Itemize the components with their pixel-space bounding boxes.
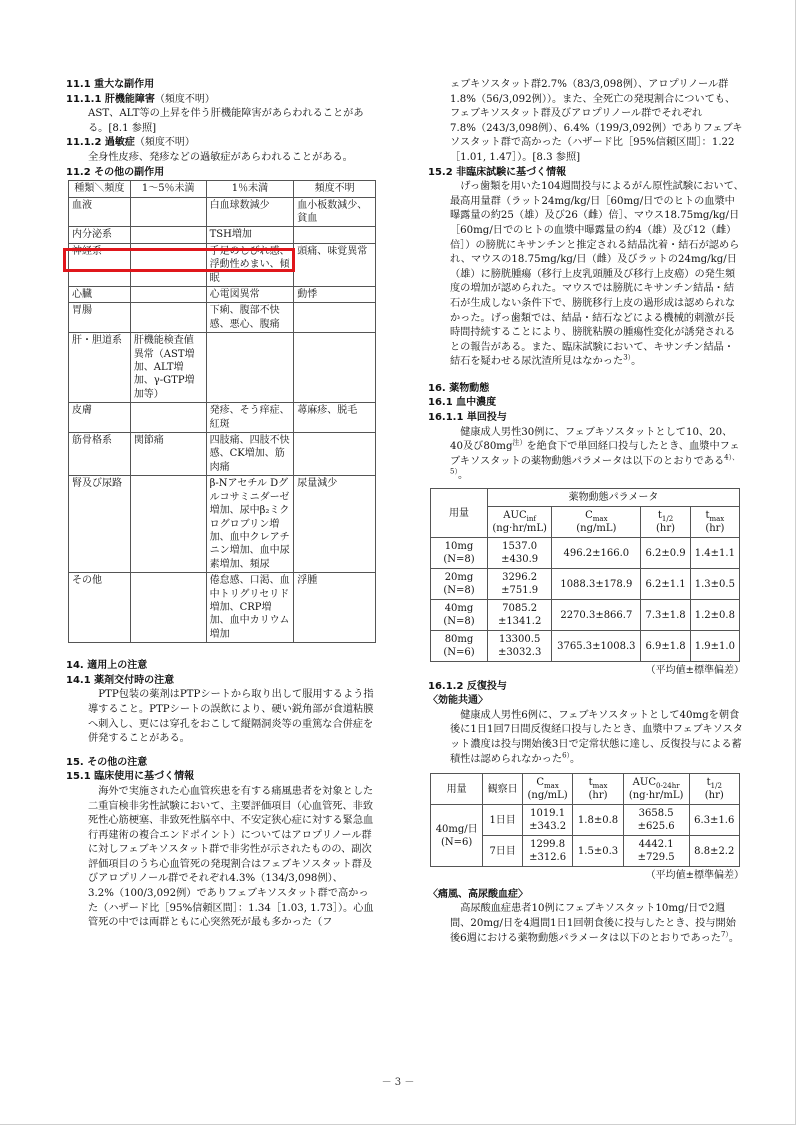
pk1-row [431, 631, 740, 662]
pk1-col-header: $AUC_{inf}$ (ng·hr/mL) [488, 507, 552, 538]
pk2-col-header: $AUC_{0-24hr}$ (ng·hr/mL) [623, 774, 689, 805]
pk1-auc-cell: 7085.2 ±1341.2 [488, 600, 552, 631]
se-cell: 下痢、腹部不快感、悪心、腹痛 [206, 303, 294, 333]
se-cell: 頭痛、味覚異常 [294, 243, 376, 286]
pk1-auc-cell: 13300.5 ±3032.3 [488, 631, 552, 662]
pk1-note: （平均値±標準偏差） [645, 665, 744, 677]
pk1-row [431, 538, 740, 569]
se-cell: 神経系 [69, 243, 131, 286]
se-row [69, 197, 376, 227]
se-header-cell: 頻度不明 [294, 181, 376, 197]
common-indication-label: 〈効能共通〉 [428, 695, 488, 707]
right-column [428, 78, 744, 946]
pk1-cmax-cell: 3765.3±1008.3 [552, 631, 641, 662]
se-row [69, 573, 376, 643]
section-14-1-heading: 14.1 薬剤交付時の注意 [66, 674, 175, 686]
pk1-col-header: $t_{max}$ (hr) [690, 507, 739, 538]
pk2-auc-cell: 3658.5 ±625.6 [623, 805, 689, 836]
se-cell [294, 227, 376, 243]
gout-label: 〈痛風、高尿酸血症〉 [428, 888, 528, 900]
section-16-1-heading: 16.1 血中濃度 [428, 397, 497, 409]
pk1-auc-cell: 3296.2 ±751.9 [488, 569, 552, 600]
se-cell: その他 [69, 573, 131, 643]
pk1-col-header: $C_{max}$ (ng/mL) [552, 507, 641, 538]
pk2-dose-cell: 40mg/日 (N=6) [431, 805, 483, 867]
pk2-cmax-cell: 1019.1 ±343.2 [522, 805, 572, 836]
section-14-heading: 14. 適用上の注意 [66, 660, 148, 672]
se-cell [206, 333, 294, 403]
se-cell: 内分泌系 [69, 227, 131, 243]
se-cell: β-Nアセチル Dグルコサミニダーゼ増加、尿中β₂ミクログロブリン増加、血中クレアチニン増加、血中尿素増加、頻尿 [206, 476, 294, 573]
se-cell [130, 287, 206, 303]
pk1-dose-cell: 80mg (N=6) [431, 631, 488, 662]
se-cell [294, 303, 376, 333]
se-row [69, 227, 376, 243]
pk2-auc-cell: 4442.1 ±729.5 [623, 836, 689, 867]
se-cell: 浮腫 [294, 573, 376, 643]
pk1-thalf-cell: 7.3±1.8 [641, 600, 690, 631]
pk2-tmax-cell: 1.8±0.8 [573, 805, 623, 836]
se-cell: 白血球数減少 [206, 197, 294, 227]
section-11-2-heading: 11.2 その他の副作用 [66, 166, 165, 178]
section-15-1-heading: 15.1 臨床使用に基づく情報 [66, 771, 195, 783]
section-15-1-text: 海外で実施された心血管疾患を有する痛風患者を対象とした二重盲検非劣性試験において、主要評価項目（心血管死、非致死性心筋梗塞、非致死性脳卒中、不安定狭心症に対する緊急血行再建術の複合エンドポイント）についてはアロプリノール群に対しフェブキソスタット群で非劣性が示されたものの、副次評価項目のうち心血管死の発現割合はフェブキソスタット群及びアロプリノール群でそれぞれ4.3%（134/3,098例）、3.2%（100/3,092例）でありフェブキソスタット群で高かった（ハザード比［95%信頼区間］：1.34［1.03, 1.73］）。心血管死の中では両群ともに心突然死が最も多かった（フ [88, 785, 374, 929]
section-16-gout-text: 高尿酸血症患者10例にフェブキソスタット10mg/日で2週間、20mg/日を4週間1日1回朝食後に投与したとき、投与開始後6週における薬物動態パラメータは以下のとおりであった$^{7)}$。 [450, 903, 740, 944]
se-cell [130, 303, 206, 333]
pk2-day-cell: 7日目 [483, 836, 523, 867]
se-cell: 皮膚 [69, 403, 131, 433]
section-16-1-1-heading: 16.1.1 単回投与 [428, 412, 507, 424]
pk2-col-header: $t_{1/2}$ (hr) [689, 774, 739, 805]
hypersensitivity-text: 全身性皮疹、発疹などの過敏症があらわれることがある。 [88, 151, 353, 163]
section-16-1-1-text: 健康成人男性30例に、フェブキソスタットとして10、20、40及び$80mg^{注)}$を絶食下で単回経口投与したとき、血漿中フェブキソスタットの薬物動態パラメータは以下のとおりである$^{4)、5)}$。 [450, 426, 740, 482]
pk2-thalf-cell: 8.8±2.2 [689, 836, 739, 867]
se-header-cell: 1％未満 [206, 181, 294, 197]
hypersensitivity-heading: 11.1.2 過敏症（頻度不明） [66, 137, 195, 149]
pk2-thalf-cell: 6.3±1.6 [689, 805, 739, 836]
se-cell [294, 333, 376, 403]
se-header-cell: 種類＼頻度 [69, 181, 131, 197]
se-row [69, 403, 376, 433]
se-cell [130, 227, 206, 243]
se-cell [130, 403, 206, 433]
page-number: － 3 － [381, 1077, 415, 1088]
section-15-heading: 15. その他の注意 [66, 756, 148, 768]
pk-single-dose-table [430, 488, 740, 662]
section-16-1-2-heading: 16.1.2 反復投与 [428, 680, 507, 692]
section-15-2-text: げっ歯類を用いた104週間投与によるがん原性試験において、最高用量群（ラット24mg/kg/日［60mg/日でのヒトの血漿中曝露量の約25（雄）及び26（雌）倍］、マウス18.75mg/kg/日［60mg/日でのヒトの血漿中曝露量の約4（雄）及び12（雌）倍］）の膀胱にキサンチンと推定される結晶沈着・結石が認められ、マウスの18.75mg/kg/日（雌）及びラットの24mg/kg/日（雄）に膀胱腫瘍（移行上皮乳頭腫及び移行上皮癌）の発生頻度の増加が認められた。マウスでは膀胱にキサンチン結晶・結石が生成しない条件下で、膀胱移行上皮の過形成は認められなかった。げっ歯類では、結晶・結石などによる機械的刺激が長時間持続することにより、膀胱粘膜の腫瘍性変化が誘発されるとの報告がある。また、臨床試験において、キサンチン結晶・結石を疑わせる尿沈渣所見はなかった$^{3)}$。 [450, 181, 744, 368]
se-cell [294, 433, 376, 476]
se-cell [130, 476, 206, 573]
se-cell: 倦怠感、口渇、血中トリグリセリド増加、CRP増加、血中カリウム増加 [206, 573, 294, 643]
se-cell: 蕁麻疹、脱毛 [294, 403, 376, 433]
se-cell: 動悸 [294, 287, 376, 303]
pk1-tmax-cell: 1.3±0.5 [690, 569, 739, 600]
pk1-tmax-cell: 1.9±1.0 [690, 631, 739, 662]
section-15-2-heading: 15.2 非臨床試験に基づく情報 [428, 166, 567, 178]
section-16-heading: 16. 薬物動態 [428, 382, 490, 394]
se-cell: 関節痛 [130, 433, 206, 476]
pk1-tmax-cell: 1.4±1.1 [690, 538, 739, 569]
pk1-cmax-cell: 1088.3±178.9 [552, 569, 641, 600]
pk1-row [431, 569, 740, 600]
pk1-dose-header: 用量 [431, 489, 488, 538]
pk1-row [431, 600, 740, 631]
se-cell: 発疹、そう痒症、紅斑 [206, 403, 294, 433]
se-cell: TSH増加 [206, 227, 294, 243]
se-cell: 心臓 [69, 287, 131, 303]
pk1-cmax-cell: 496.2±166.0 [552, 538, 641, 569]
pk1-thalf-cell: 6.9±1.8 [641, 631, 690, 662]
pk1-auc-cell: 1537.0 ±430.9 [488, 538, 552, 569]
pk2-col-header: $C_{max}$ (ng/mL) [522, 774, 572, 805]
pk1-thalf-cell: 6.2±0.9 [641, 538, 690, 569]
se-cell: 血液 [69, 197, 131, 227]
se-cell: 尿量減少 [294, 476, 376, 573]
pk1-dose-cell: 20mg (N=8) [431, 569, 488, 600]
se-cell: 血小板数減少、貧血 [294, 197, 376, 227]
se-row [69, 333, 376, 403]
se-cell [130, 197, 206, 227]
se-header-cell: 1～5％未満 [130, 181, 206, 197]
se-header-row [69, 181, 376, 197]
pk1-cmax-cell: 2270.3±866.7 [552, 600, 641, 631]
pk2-tmax-cell: 1.5±0.3 [573, 836, 623, 867]
section-14-text: PTP包装の薬剤はPTPシートから取り出して服用するよう指導すること。PTPシートの誤飲により、硬い鋭角部が食道粘膜へ刺入し、更には穿孔をおこして縦隔洞炎等の重篤な合併症を併発することがある。 [88, 689, 374, 745]
pk2-header: 観察日 [483, 774, 523, 805]
liver-text: AST、ALT等の上昇を伴う肝機能障害があらわれることがある。[8.1 参照] [88, 108, 364, 134]
pk-repeat-dose-table [430, 773, 740, 867]
se-row [69, 303, 376, 333]
se-cell: 四肢痛、四肢不快感、CK増加、筋肉痛 [206, 433, 294, 476]
left-column [66, 78, 378, 931]
pk2-row [431, 805, 740, 836]
se-row [69, 287, 376, 303]
pk1-col-header: $t_{1/2}$ (hr) [641, 507, 690, 538]
se-cell: 手足のしびれ感、浮動性めまい、傾眠 [206, 243, 294, 286]
se-cell: 肝機能検査値異常（AST増加、ALT増加、γ-GTP増加等） [130, 333, 206, 403]
section-15-1-text-cont: ェブキソスタット群2.7%（83/3,098例）、アロプリノール群1.8%（56/3,092例））。また、全死亡の発現割合についても、フェブキソスタット群及びアロプリノール群でそれぞれ7.8%（243/3,098例）、6.4%（199/3,092例）でありフェブキソスタット群で高かった（ハザード比［95%信頼区間］：1.22［1.01, 1.47］）。[8.3 参照] [450, 79, 743, 163]
pk2-day-cell: 1日目 [483, 805, 523, 836]
se-cell: 腎及び尿路 [69, 476, 131, 573]
se-cell: 心電図異常 [206, 287, 294, 303]
pk2-note: （平均値±標準偏差） [645, 870, 744, 882]
se-cell: 肝・胆道系 [69, 333, 131, 403]
pk1-dose-cell: 10mg (N=8) [431, 538, 488, 569]
section-11-1-heading: 11.1 重大な副作用 [66, 79, 155, 90]
section-16-1-2-text: 健康成人男性6例に、フェブキソスタットとして40mgを朝食後に1日1回7日間反復経口投与したとき、血漿中フェブキソスタット濃度は投与開始後3日で定常状態に達し、反復投与による蓄積性は認められなかった$^{6)}$。 [450, 709, 743, 765]
se-cell [130, 573, 206, 643]
se-cell: 胃腸 [69, 303, 131, 333]
liver-heading: 11.1.1 肝機能障害（頻度不明） [66, 93, 215, 105]
pk2-cmax-cell: 1299.8 ±312.6 [522, 836, 572, 867]
pk2-header: 用量 [431, 774, 483, 805]
pk2-col-header: $t_{max}$ (hr) [573, 774, 623, 805]
pk1-tmax-cell: 1.2±0.8 [690, 600, 739, 631]
pk1-group-header: 薬物動態パラメータ [488, 489, 740, 507]
highlight-box [63, 248, 295, 272]
se-row [69, 433, 376, 476]
pk1-dose-cell: 40mg (N=8) [431, 600, 488, 631]
se-cell: 筋骨格系 [69, 433, 131, 476]
se-row [69, 476, 376, 573]
pk1-thalf-cell: 6.2±1.1 [641, 569, 690, 600]
